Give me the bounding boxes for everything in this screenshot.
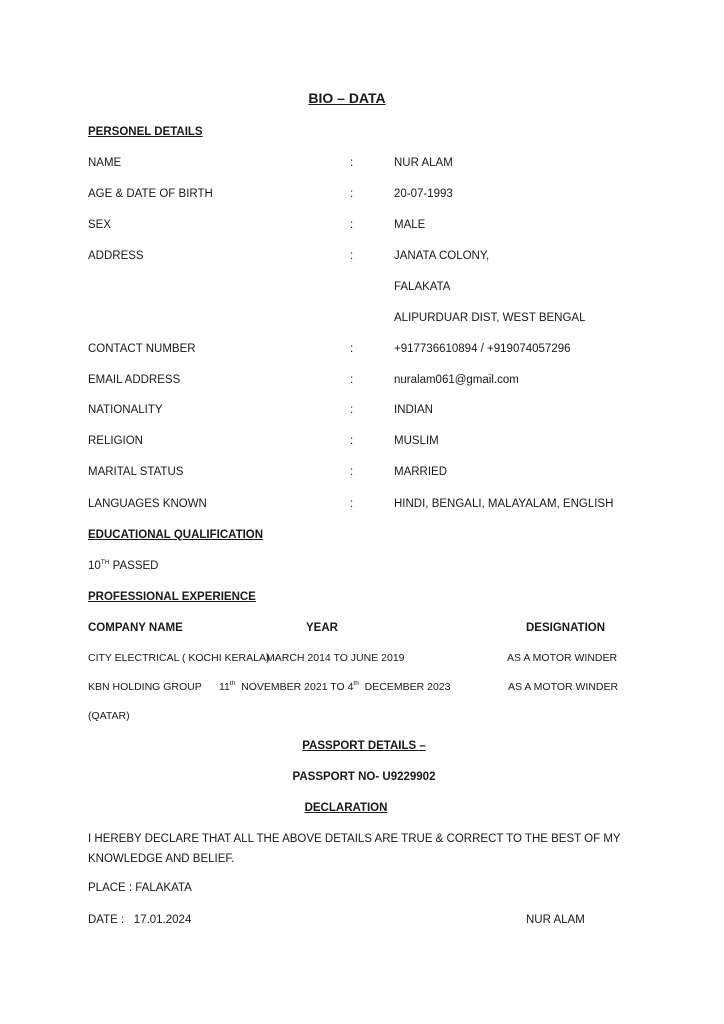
field-value: +917736610894 / +919074057296 <box>394 343 571 355</box>
field-label: EMAIL ADDRESS <box>88 374 181 386</box>
column-header-year: YEAR <box>306 622 338 634</box>
field-separator: : <box>350 188 354 200</box>
year-range-text: NOVEMBER 2021 TO 4 <box>235 681 354 693</box>
field-value: ALIPURDUAR DIST, WEST BENGAL <box>394 312 586 324</box>
education-level: 10 <box>88 560 101 572</box>
personal-details-heading: PERSONEL DETAILS <box>88 126 203 138</box>
field-value: INDIAN <box>394 404 433 416</box>
field-label: MARITAL STATUS <box>88 466 184 478</box>
field-value: HINDI, BENGALI, MALAYALAM, ENGLISH <box>394 498 614 510</box>
field-value: MALE <box>394 219 426 231</box>
field-separator: : <box>350 250 354 262</box>
field-separator: : <box>350 374 354 386</box>
page-title: BIO – DATA <box>308 90 386 106</box>
field-separator: : <box>350 466 354 478</box>
field-label: ADDRESS <box>88 250 144 262</box>
experience-designation: AS A MOTOR WINDER <box>507 652 618 664</box>
year-start-day-suffix: th <box>229 680 236 687</box>
field-label: NATIONALITY <box>88 404 163 416</box>
declaration-text-line-1: I HEREBY DECLARE THAT ALL THE ABOVE DETAILS ARE TRUE & CORRECT TO THE BEST OF MY <box>88 833 621 845</box>
declaration-date: DATE : 17.01.2024 <box>88 914 192 926</box>
field-value: JANATA COLONY, <box>394 250 490 262</box>
declaration-text-line-2: KNOWLEDGE AND BELIEF. <box>88 853 235 865</box>
field-separator: : <box>350 435 354 447</box>
declaration-place: PLACE : FALAKATA <box>88 882 192 894</box>
field-value: MUSLIM <box>394 435 439 447</box>
declaration-signature: NUR ALAM <box>526 914 585 926</box>
passport-number: PASSPORT NO- U9229902 <box>292 771 436 783</box>
passport-heading: PASSPORT DETAILS – <box>302 740 426 752</box>
field-label: RELIGION <box>88 435 143 447</box>
year-end-text: DECEMBER 2023 <box>358 681 451 693</box>
experience-year <box>219 680 450 694</box>
field-separator: : <box>350 219 354 231</box>
field-label: CONTACT NUMBER <box>88 343 196 355</box>
field-value: FALAKATA <box>394 281 451 293</box>
column-header-company: COMPANY NAME <box>88 622 183 634</box>
education-item <box>88 559 158 573</box>
field-label: NAME <box>88 157 122 169</box>
field-value: NUR ALAM <box>394 157 453 169</box>
experience-year: MARCH 2014 TO JUNE 2019 <box>266 652 405 664</box>
field-separator: : <box>350 343 354 355</box>
education-status: PASSED <box>109 560 159 572</box>
field-separator: : <box>350 157 354 169</box>
field-label: AGE & DATE OF BIRTH <box>88 188 213 200</box>
column-header-designation: DESIGNATION <box>526 622 606 634</box>
field-separator: : <box>350 404 354 416</box>
experience-company-continued: (QATAR) <box>88 710 130 722</box>
field-separator: : <box>350 498 354 510</box>
field-value: nuralam061@gmail.com <box>394 374 519 386</box>
experience-company: KBN HOLDING GROUP <box>88 681 202 693</box>
field-label: LANGUAGES KNOWN <box>88 498 207 510</box>
experience-company: CITY ELECTRICAL ( KOCHI KERALA) <box>88 652 270 664</box>
year-end-day-suffix: th <box>353 680 359 687</box>
year-start-day: 11 <box>219 681 230 693</box>
education-level-suffix: TH <box>100 559 110 566</box>
education-heading: EDUCATIONAL QUALIFICATION <box>88 529 264 541</box>
field-label: SEX <box>88 219 112 231</box>
experience-heading: PROFESSIONAL EXPERIENCE <box>88 591 256 603</box>
field-value: 20-07-1993 <box>394 188 453 200</box>
experience-designation: AS A MOTOR WINDER <box>508 681 619 693</box>
declaration-heading: DECLARATION <box>304 802 388 814</box>
field-value: MARRIED <box>394 466 448 478</box>
